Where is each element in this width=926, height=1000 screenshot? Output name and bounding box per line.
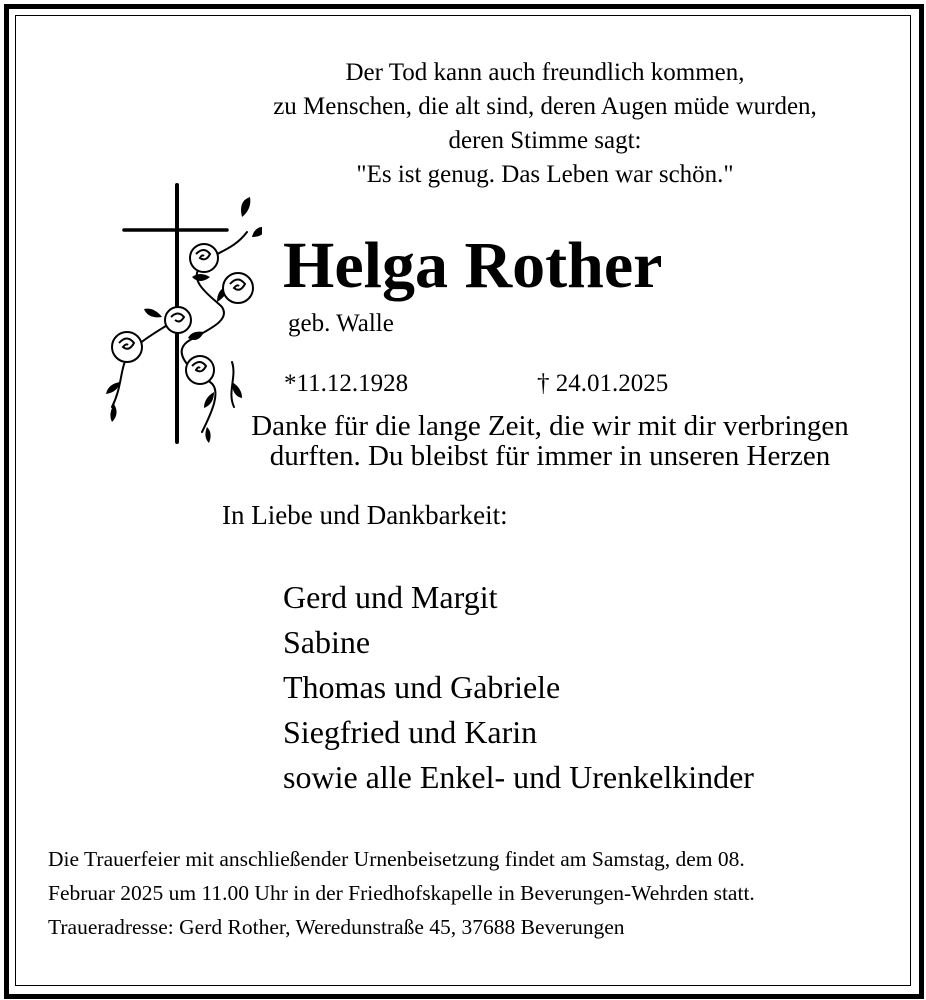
notice-line: Februar 2025 um 11.00 Uhr in der Friedhofskapelle in Beverungen-Wehrden statt.: [48, 881, 755, 905]
poem-line: zu Menschen, die alt sind, deren Augen müde wurden,: [273, 93, 817, 120]
deceased-name: Helga Rother: [283, 229, 663, 302]
thanks-line: durften. Du bleibst für immer in unseren Herzen: [269, 440, 831, 472]
poem-line: deren Stimme sagt:: [448, 127, 642, 154]
thanks-text: [205, 411, 895, 471]
funeral-notice: [48, 842, 898, 944]
poem: [170, 56, 920, 192]
death-date: † 24.01.2025: [537, 370, 669, 397]
family-member: Sabine: [283, 624, 371, 660]
signoff: In Liebe und Dankbarkeit:: [222, 500, 508, 530]
poem-line: Der Tod kann auch freundlich kommen,: [345, 59, 745, 86]
thanks-line: Danke für die lange Zeit, die wir mit dir verbringen: [251, 410, 849, 442]
poem-line: "Es ist genug. Das Leben war schön.": [356, 161, 734, 188]
family-member: Siegfried und Karin: [283, 714, 538, 750]
family-member: Thomas und Gabriele: [283, 669, 561, 705]
notice-line: Traueradresse: Gerd Rother, Weredunstraße 45, 37688 Beverungen: [48, 915, 625, 939]
cross-with-roses-icon: [92, 182, 262, 447]
notice-line: Die Trauerfeier mit anschließender Urnenbeisetzung findet am Samstag, dem 08.: [48, 847, 745, 871]
birth-name: geb. Walle: [288, 310, 394, 337]
family-list: [283, 575, 754, 800]
family-member: Gerd und Margit: [283, 579, 498, 615]
family-member: sowie alle Enkel- und Urenkelkinder: [283, 759, 754, 795]
birth-date: *11.12.1928: [284, 370, 409, 397]
